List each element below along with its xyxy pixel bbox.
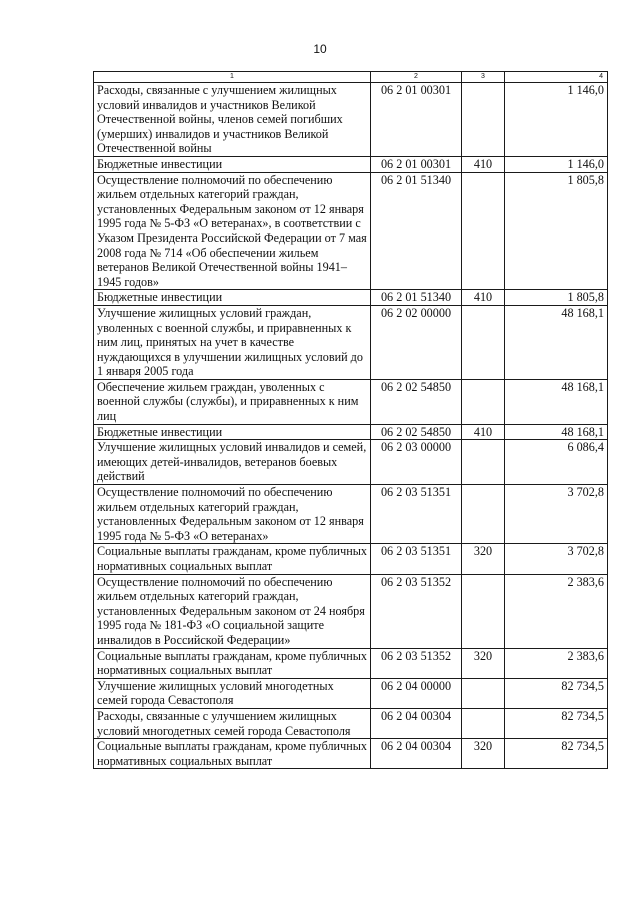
table-row xyxy=(94,156,608,172)
row-amount: 1 146,0 xyxy=(505,83,608,157)
table-row xyxy=(94,544,608,574)
table-row xyxy=(94,83,608,157)
row-name: Обеспечение жильем граждан, уволенных с военной службы (службы), и приравненных к ним лиц xyxy=(94,379,371,424)
row-amount: 2 383,6 xyxy=(505,648,608,678)
row-amount: 2 383,6 xyxy=(505,574,608,648)
table-row xyxy=(94,739,608,769)
row-expense-type xyxy=(462,485,505,544)
row-amount: 48 168,1 xyxy=(505,379,608,424)
row-code: 06 2 03 00000 xyxy=(371,440,462,485)
row-name: Улучшение жилищных условий инвалидов и семей, имеющих детей-инвалидов, ветеранов боевых действий xyxy=(94,440,371,485)
row-code: 06 2 02 54850 xyxy=(371,424,462,440)
row-name: Осуществление полномочий по обеспечению жильем отдельных категорий граждан, установленных Федеральным законом от 12 января 1995 года № 5-ФЗ «О ветеранах», в соответствии с Указом Президента Российской Федерации от 7 мая 2008 года № 714 «Об обеспечении жильем ветеранов Великой Отечественной войны 1941–1945 годов» xyxy=(94,172,371,290)
row-name: Улучшение жилищных условий граждан, уволенных с военной службы, и приравненных к ним лиц, принятых на учет в качестве нуждающихся в улучшении жилищных условий до 1 января 2005 года xyxy=(94,305,371,379)
table-row xyxy=(94,172,608,290)
table-body xyxy=(94,83,608,769)
row-name: Осуществление полномочий по обеспечению жильем отдельных категорий граждан, установленных Федеральным законом от 12 января 1995 года № 5-ФЗ «О ветеранах» xyxy=(94,485,371,544)
header-col-4: 4 xyxy=(505,72,608,83)
row-amount: 48 168,1 xyxy=(505,305,608,379)
table-row xyxy=(94,485,608,544)
row-code: 06 2 01 51340 xyxy=(371,172,462,290)
row-code: 06 2 02 54850 xyxy=(371,379,462,424)
row-code: 06 2 02 00000 xyxy=(371,305,462,379)
row-code: 06 2 01 51340 xyxy=(371,290,462,306)
row-expense-type: 320 xyxy=(462,739,505,769)
row-name: Улучшение жилищных условий многодетных семей города Севастополя xyxy=(94,678,371,708)
table-row xyxy=(94,708,608,738)
row-code: 06 2 03 51351 xyxy=(371,544,462,574)
row-expense-type xyxy=(462,678,505,708)
row-expense-type xyxy=(462,708,505,738)
header-col-3: 3 xyxy=(462,72,505,83)
table-row xyxy=(94,424,608,440)
row-expense-type xyxy=(462,83,505,157)
row-code: 06 2 04 00304 xyxy=(371,708,462,738)
row-amount: 1 146,0 xyxy=(505,156,608,172)
row-code: 06 2 04 00000 xyxy=(371,678,462,708)
row-name: Социальные выплаты гражданам, кроме публичных нормативных социальных выплат xyxy=(94,648,371,678)
row-code: 06 2 04 00304 xyxy=(371,739,462,769)
row-expense-type: 320 xyxy=(462,648,505,678)
table-header xyxy=(94,72,608,83)
row-name: Бюджетные инвестиции xyxy=(94,156,371,172)
row-code: 06 2 03 51352 xyxy=(371,574,462,648)
row-expense-type xyxy=(462,379,505,424)
row-name: Бюджетные инвестиции xyxy=(94,424,371,440)
row-code: 06 2 03 51351 xyxy=(371,485,462,544)
row-expense-type xyxy=(462,574,505,648)
row-name: Бюджетные инвестиции xyxy=(94,290,371,306)
row-amount: 82 734,5 xyxy=(505,678,608,708)
table-row xyxy=(94,305,608,379)
table-row xyxy=(94,648,608,678)
row-expense-type: 410 xyxy=(462,156,505,172)
row-name: Расходы, связанные с улучшением жилищных условий многодетных семей города Севастополя xyxy=(94,708,371,738)
row-name: Социальные выплаты гражданам, кроме публичных нормативных социальных выплат xyxy=(94,739,371,769)
row-amount: 82 734,5 xyxy=(505,708,608,738)
budget-table xyxy=(93,71,608,769)
row-name: Осуществление полномочий по обеспечению жильем отдельных категорий граждан, установленных Федеральным законом от 24 ноября 1995 года № 181-ФЗ «О социальной защите инвалидов в Российской Федерации» xyxy=(94,574,371,648)
table-row xyxy=(94,290,608,306)
header-row xyxy=(94,72,608,83)
table-row xyxy=(94,574,608,648)
row-amount: 3 702,8 xyxy=(505,485,608,544)
page-number: 10 xyxy=(313,42,327,56)
row-code: 06 2 03 51352 xyxy=(371,648,462,678)
row-code: 06 2 01 00301 xyxy=(371,156,462,172)
row-amount: 3 702,8 xyxy=(505,544,608,574)
row-name: Социальные выплаты гражданам, кроме публичных нормативных социальных выплат xyxy=(94,544,371,574)
table-row xyxy=(94,678,608,708)
row-amount: 82 734,5 xyxy=(505,739,608,769)
row-expense-type: 320 xyxy=(462,544,505,574)
row-expense-type xyxy=(462,172,505,290)
row-expense-type: 410 xyxy=(462,290,505,306)
row-expense-type: 410 xyxy=(462,424,505,440)
table-row xyxy=(94,379,608,424)
row-expense-type xyxy=(462,440,505,485)
row-amount: 6 086,4 xyxy=(505,440,608,485)
row-amount: 48 168,1 xyxy=(505,424,608,440)
header-col-1: 1 xyxy=(94,72,371,83)
row-expense-type xyxy=(462,305,505,379)
row-code: 06 2 01 00301 xyxy=(371,83,462,157)
row-amount: 1 805,8 xyxy=(505,290,608,306)
table-row xyxy=(94,440,608,485)
row-name: Расходы, связанные с улучшением жилищных условий инвалидов и участников Великой Отечественной войны, членов семей погибших (умерших) инвалидов и участников Великой Отечественной войны xyxy=(94,83,371,157)
row-amount: 1 805,8 xyxy=(505,172,608,290)
header-col-2: 2 xyxy=(371,72,462,83)
